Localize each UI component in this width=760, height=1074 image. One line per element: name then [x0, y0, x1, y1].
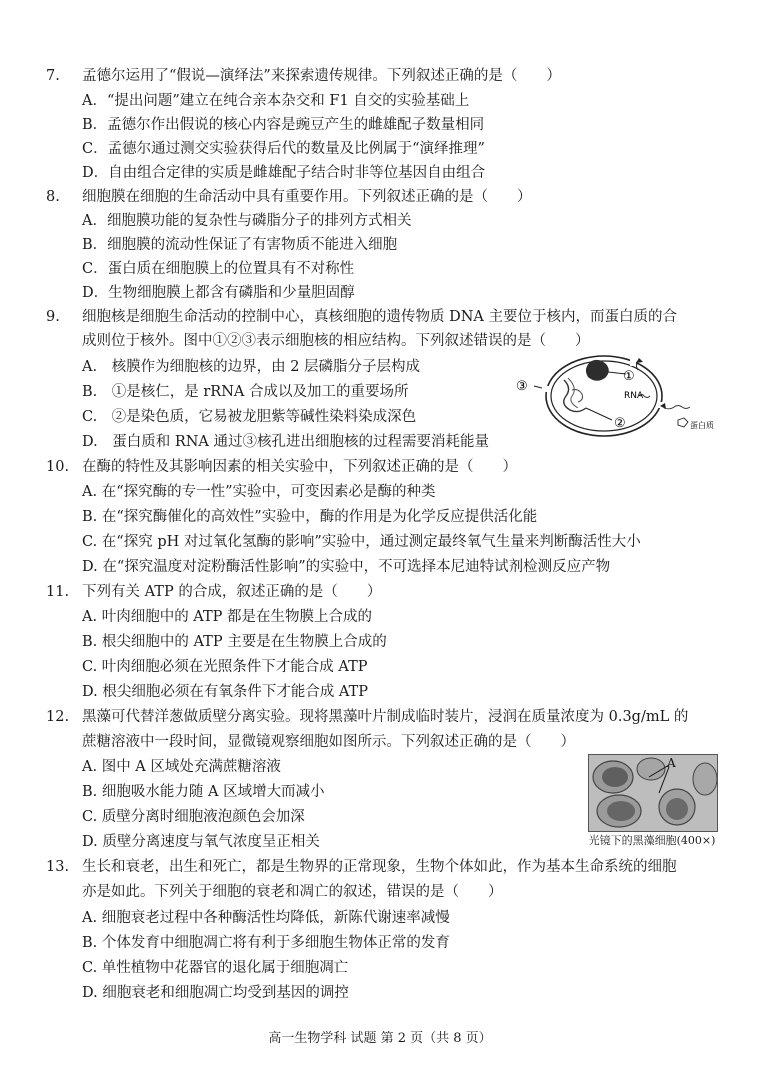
question-11-stem: 下列有关 ATP 的合成，叙述正确的是（ ）	[82, 584, 382, 600]
question-13-number: 13.	[46, 859, 70, 875]
question-10-option-a: A. 在“探究酶的专一性”实验中，可变因素必是酶的种类	[82, 484, 436, 500]
question-13-stem-line-2: 亦是如此。下列关于细胞的衰老和凋亡的叙述，错误的是（ ）	[82, 884, 503, 900]
question-7-option-a: A．“提出问题”建立在纯合亲本杂交和 F1 自交的实验基础上	[82, 93, 470, 109]
protein-label: 蛋白质	[690, 421, 714, 430]
question-12-option-c: C. 质壁分离时细胞液泡颜色会加深	[82, 809, 305, 825]
question-12-option-b: B. 细胞吸水能力随 A 区域增大而减小	[82, 784, 325, 800]
micrograph-caption: 光镜下的黑藻细胞(400×)	[588, 834, 716, 847]
question-9-number: 9.	[46, 309, 60, 325]
question-7-option-b: B．孟德尔作出假说的核心内容是豌豆产生的雌雄配子数量相同	[82, 117, 485, 133]
question-7-stem: 孟德尔运用了“假说—演绎法”来探索遗传规律。下列叙述正确的是（ ）	[82, 68, 561, 84]
question-8-option-a: A．细胞膜功能的复杂性与磷脂分子的排列方式相关	[82, 213, 412, 229]
page-footer: 高一生物学科 试题 第 2 页（共 8 页）	[268, 1031, 492, 1046]
question-8-number: 8.	[46, 189, 60, 205]
question-13-option-a: A. 细胞衰老过程中各种酶活性均降低，新陈代谢速率减慢	[82, 910, 450, 926]
question-13-stem-line-1: 生长和衰老，出生和死亡，都是生物界的正常现象，生物个体如此，作为基本生命系统的细胞	[82, 859, 677, 875]
question-9-stem-line-1: 细胞核是细胞生命活动的控制中心，真核细胞的遗传物质 DNA 主要位于核内，而蛋白质的合	[82, 309, 677, 325]
rna-label: RNA	[624, 391, 644, 401]
question-7-option-d: D．自由组合定律的实质是雌雄配子结合时非等位基因自由组合	[82, 165, 486, 181]
question-7-option-c: C．孟德尔通过测交实验获得后代的数量及比例属于“演绎推理”	[82, 141, 485, 157]
question-8-stem: 细胞膜在细胞的生命活动中具有重要作用。下列叙述正确的是（ ）	[82, 189, 532, 205]
question-10-option-c: C. 在“探究 pH 对过氧化氢酶的影响”实验中，通过测定最终氧气生量来判断酶活性大小	[82, 534, 641, 550]
question-8-option-d: D．生物细胞膜上都含有磷脂和少量胆固醇	[82, 285, 355, 301]
question-9-option-a: A. 核膜作为细胞核的边界，由 2 层磷脂分子层构成	[82, 359, 421, 375]
nucleus-label-1: ①	[623, 369, 635, 384]
question-12-number: 12.	[46, 709, 70, 725]
question-12-stem-line-1: 黑藻可代替洋葱做质壁分离实验。现将黑藻叶片制成临时装片，浸润在质量浓度为 0.3g/mL 的	[82, 709, 689, 725]
question-11-option-c: C. 叶肉细胞必须在光照条件下才能合成 ATP	[82, 659, 368, 675]
question-9-stem-line-2: 成则位于核外。图中①②③表示细胞核的相应结构。下列叙述错误的是（ ）	[82, 333, 590, 349]
nucleus-diagram	[512, 350, 724, 440]
question-8-option-b: B．细胞膜的流动性保证了有害物质不能进入细胞	[82, 237, 398, 253]
question-9-option-b: B. ①是核仁，是 rRNA 合成以及加工的重要场所	[82, 384, 409, 400]
question-7-number: 7.	[46, 68, 60, 84]
nucleus-label-3: ③	[516, 379, 528, 394]
question-11-option-d: D. 根尖细胞必须在有氧条件下才能合成 ATP	[82, 684, 369, 700]
question-10-stem: 在酶的特性及其影响因素的相关实验中，下列叙述正确的是（ ）	[82, 459, 517, 475]
question-9-option-c: C. ②是染色质，它易被龙胆紫等碱性染料染成深色	[82, 409, 417, 425]
question-11-option-b: B. 根尖细胞中的 ATP 主要是在生物膜上合成的	[82, 634, 387, 650]
question-11-number: 11.	[46, 584, 70, 600]
micrograph-image	[588, 754, 718, 832]
question-13-option-b: B. 个体发育中细胞凋亡将有利于多细胞生物体正常的发育	[82, 935, 450, 951]
question-12-option-d: D. 质壁分离速度与氧气浓度呈正相关	[82, 834, 320, 850]
question-10-option-b: B. 在“探究酶催化的高效性”实验中，酶的作用是为化学反应提供活化能	[82, 509, 538, 525]
question-12-stem-line-2: 蔗糖溶液中一段时间，显微镜观察细胞如图所示。下列叙述正确的是（ ）	[82, 734, 575, 750]
question-12-option-a: A. 图中 A 区域处充满蔗糖溶液	[82, 759, 281, 775]
question-10-number: 10.	[46, 459, 70, 475]
question-13-option-d: D. 细胞衰老和细胞凋亡均受到基因的调控	[82, 985, 349, 1001]
question-13-option-c: C. 单性植物中花器官的退化属于细胞凋亡	[82, 960, 349, 976]
micrograph-label-a: A	[667, 756, 676, 770]
micrograph-figure	[578, 754, 726, 854]
question-9-option-d: D. 蛋白质和 RNA 通过③核孔进出细胞核的过程需要消耗能量	[82, 434, 490, 450]
question-10-option-d: D. 在“探究温度对淀粉酶活性影响”的实验中，不可选择本尼迪特试剂检测反应产物	[82, 559, 611, 575]
question-8-option-c: C．蛋白质在细胞膜上的位置具有不对称性	[82, 261, 355, 277]
question-11-option-a: A. 叶肉细胞中的 ATP 都是在生物膜上合成的	[82, 609, 373, 625]
nucleus-label-2: ②	[614, 416, 626, 431]
